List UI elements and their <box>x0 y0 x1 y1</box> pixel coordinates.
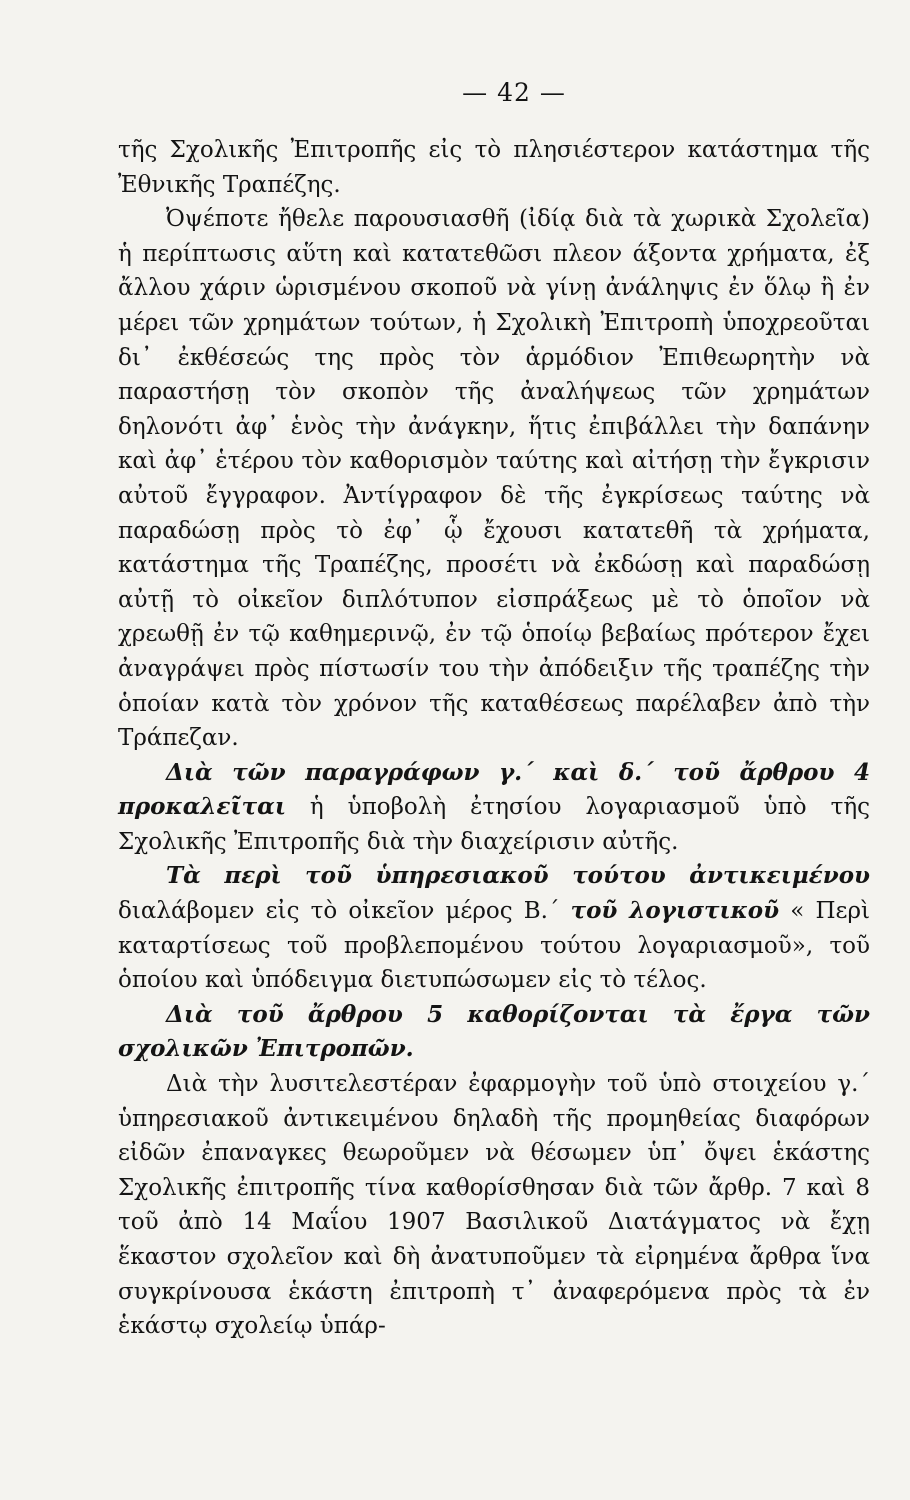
paragraph-6 <box>118 1067 870 1344</box>
emphasized-text: τοῦ λογιστικοῦ <box>570 897 780 925</box>
paragraph-1 <box>118 133 870 202</box>
paragraph-4 <box>118 859 870 997</box>
paragraph-text: τῆς Σχολικῆς Ἐπιτροπῆς εἰς τὸ πλησιέστερον κατάστημα τῆς Ἐθνικῆς Τραπέζης. <box>118 137 870 198</box>
paragraph-5 <box>118 998 870 1067</box>
paragraph-text: ἡ ὑποβολὴ ἐτησίου λογαριασμοῦ ὑπὸ τῆς Σχολικῆς Ἐπιτροπῆς διὰ τὴν διαχείρισιν αὐτῆς. <box>118 794 870 855</box>
emphasized-text: Τὰ περὶ τοῦ ὑπηρεσιακοῦ τούτου ἀντικειμένου <box>166 862 870 890</box>
paragraph-text: Διὰ τὴν λυσιτελεστέραν ἐφαρμογὴν τοῦ ὑπὸ στοιχείου γ.΄ ὑπηρεσιακοῦ ἀντικειμένου δηλαδὴ τῆς προμηθείας διαφόρων εἰδῶν ἐπαναγκες θεωροῦμεν νὰ θέσωμεν ὑπ᾿ ὄψει ἑκάστης Σχολικῆς ἐπιτροπῆς τίνα καθορίσθησαν διὰ τῶν ἄρθρ. 7 καὶ 8 τοῦ ἀπὸ 14 Μαΐου 1907 Βασιλικοῦ Διατάγματος νὰ ἔχῃ ἕκαστον σχολεῖον καὶ δὴ ἀνατυποῦμεν τὰ εἰρημένα ἄρθρα ἵνα συγκρίνουσα ἑκάστη ἐπιτροπὴ τ᾿ ἀναφερόμενα πρὸς τὰ ἐν ἑκάστῳ σχολείῳ ὑπάρ- <box>118 1071 870 1340</box>
paragraph-text: Ὀψέποτε ἤθελε παρουσιασθῆ (ἰδίᾳ διὰ τὰ χωρικὰ Σχολεῖα) ἡ περίπτωσις αὕτη καὶ κατατεθῶσι πλεον άξοντα χρήματα, ἐξ ἄλλου χάριν ὡρισμένου σκοποῦ νὰ γίνῃ ἀνάληψις ἐν ὅλῳ ἢ ἐν μέρει τῶν χρημάτων τούτων, ἡ Σχολικὴ Ἐπιτροπὴ ὑποχρεοῦται δι᾿ ἐκθέσεώς της πρὸς τὸν ἁρμόδιον Ἐπιθεωρητὴν νὰ παραστήσῃ τὸν σκοπὸν τῆς ἀναλήψεως τῶν χρημάτων δηλονότι ἀφ᾿ ἑνὸς τὴν ἀνάγκην, ἥτις ἐπιβάλλει τὴν δαπάνην καὶ ἀφ᾿ ἑτέρου τὸν καθορισμὸν ταύτης καὶ αἰτήσῃ τὴν ἔγκρισιν αὐτοῦ ἔγγραφον. Ἀντίγραφον δὲ τῆς ἐγκρίσεως ταύτης νὰ παραδώσῃ πρὸς τὸ ἐφ᾿ ᾧ ἔχουσι κατατεθῆ τὰ χρήματα, κατάστημα τῆς Τραπέζης, προσέτι νὰ ἐκδώσῃ καὶ παραδώσῃ αὐτῇ τὸ οἰκεῖον διπλότυπον εἰσπράξεως μὲ τὸ ὁποῖον νὰ χρεωθῇ ἐν τῷ καθημερινῷ, ἐν τῷ ὁποίῳ βεβαίως πρότερον ἔχει ἀναγράψει πρὸς πίστωσίν του τὴν ἀπόδειξιν τῆς τραπέζης τὴν ὁποίαν κατὰ τὸν χρόνον τῆς καταθέσεως παρέλαβεν ἀπὸ τὴν Τράπεζαν. <box>118 206 870 752</box>
emphasized-text: Διὰ τῶν παραγράφων γ.΄ καὶ δ.΄ τοῦ ἄρθρου 4 προκαλεῖται <box>118 758 870 821</box>
paragraph-3 <box>118 756 870 860</box>
paragraph-2 <box>118 202 870 756</box>
paragraph-text: διαλάβομεν εἰς τὸ οἰκεῖον μέρος Β.΄ <box>118 898 571 925</box>
paragraph-text: « Περὶ καταρτίσεως τοῦ προβλεπομένου τούτου λογαριασμοῦ», τοῦ ὁποίου καὶ ὑπόδειγμα διετυπώσωμεν εἰς τὸ τέλος. <box>118 898 871 994</box>
emphasized-text: Διὰ τοῦ ἄρθρου 5 καθορίζονται τὰ ἔργα τῶν σχολικῶν Ἐπιτροπῶν. <box>118 1000 870 1063</box>
body-text <box>118 133 870 1344</box>
page-number: — 42 — <box>462 78 566 107</box>
